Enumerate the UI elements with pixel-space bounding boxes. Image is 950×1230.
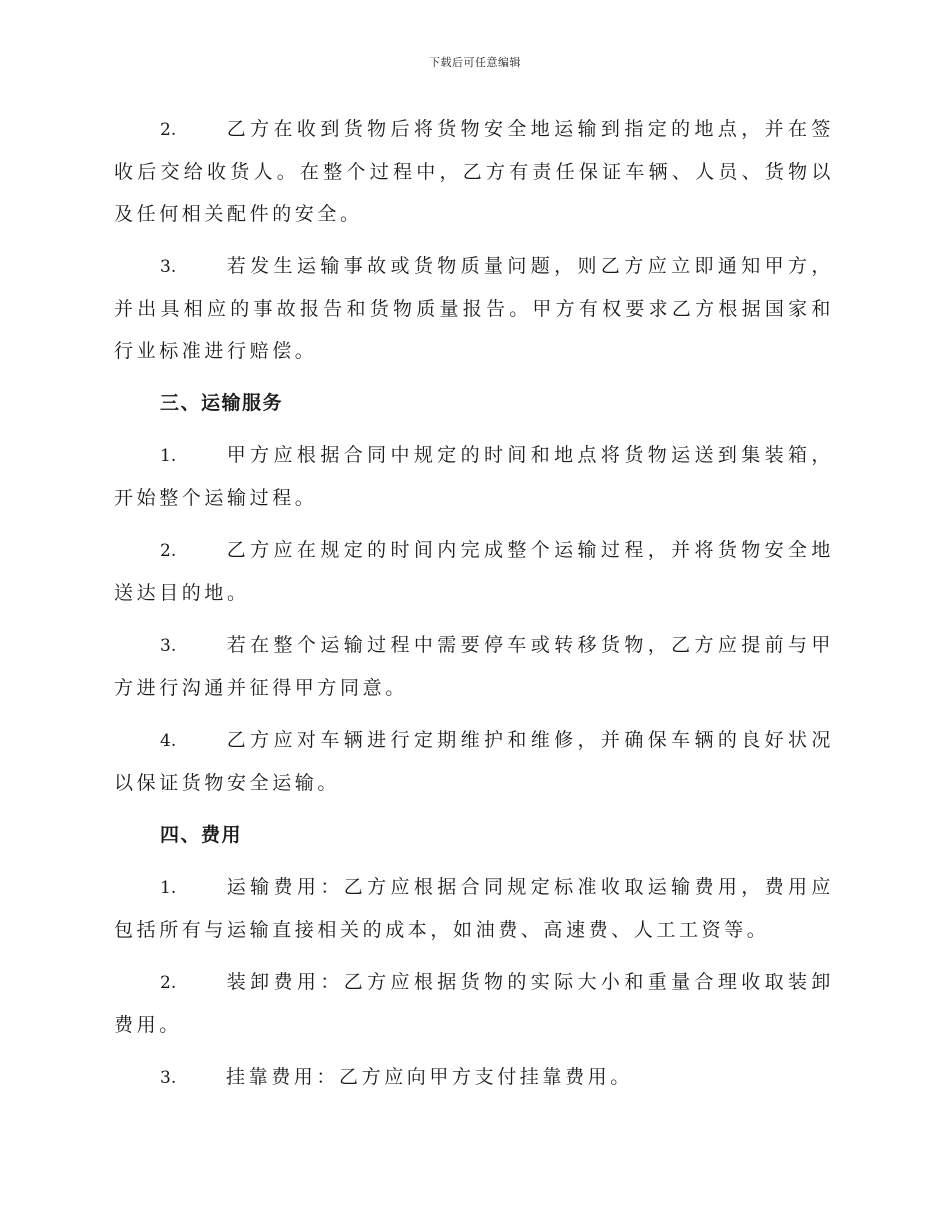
clause-number: 4. [160,731,177,751]
clause-number: 3. [160,636,177,656]
clause-text: 运输费用：乙方应根据合同规定标准收取运输费用，费用应包括所有与运输直接相关的成本，如油费、高速费、人工工资等。 [114,876,834,941]
clause-2-2 [114,108,834,235]
document-body [114,108,834,1109]
clause-text: 乙方应对车辆进行定期维护和维修，并确保车辆的良好状况以保证货物安全运输。 [114,729,834,794]
clause-number: 3. [160,1068,177,1088]
clause-text: 若发生运输事故或货物质量问题，则乙方应立即通知甲方，并出具相应的事故报告和货物质量报告。甲方有权要求乙方根据国家和行业标准进行赔偿。 [114,255,834,362]
clause-text: 甲方应根据合同中规定的时间和地点将货物运送到集装箱，开始整个运输过程。 [114,444,834,509]
section-heading-fees: 四、费用 [160,824,243,846]
clause-3-4 [114,719,834,804]
page-header: 下载后可任意编辑 [429,56,521,69]
clause-2-3 [114,245,834,372]
clause-text: 乙方在收到货物后将货物安全地运输到指定的地点，并在签收后交给收货人。在整个过程中，乙方有责任保证车辆、人员、货物以及任何相关配件的安全。 [114,118,834,225]
clause-text: 若在整个运输过程中需要停车或转移货物，乙方应提前与甲方进行沟通并征得甲方同意。 [114,634,834,699]
clause-number: 3. [160,257,177,277]
clause-number: 2. [160,973,177,993]
clause-4-3 [114,1056,834,1099]
clause-4-1 [114,866,834,951]
clause-3-1 [114,434,834,519]
clause-3-2 [114,529,834,614]
clause-4-2 [114,961,834,1046]
clause-number: 1. [160,878,177,898]
clause-text: 乙方应在规定的时间内完成整个运输过程，并将货物安全地送达目的地。 [114,539,834,604]
clause-text: 装卸费用：乙方应根据货物的实际大小和重量合理收取装卸费用。 [114,971,834,1036]
clause-number: 1. [160,446,177,466]
clause-3-3 [114,624,834,709]
clause-number: 2. [160,120,177,140]
clause-number: 2. [160,541,177,561]
clause-text: 挂靠费用：乙方应向甲方支付挂靠费用。 [226,1066,633,1088]
section-heading-transport-service: 三、运输服务 [160,392,284,414]
